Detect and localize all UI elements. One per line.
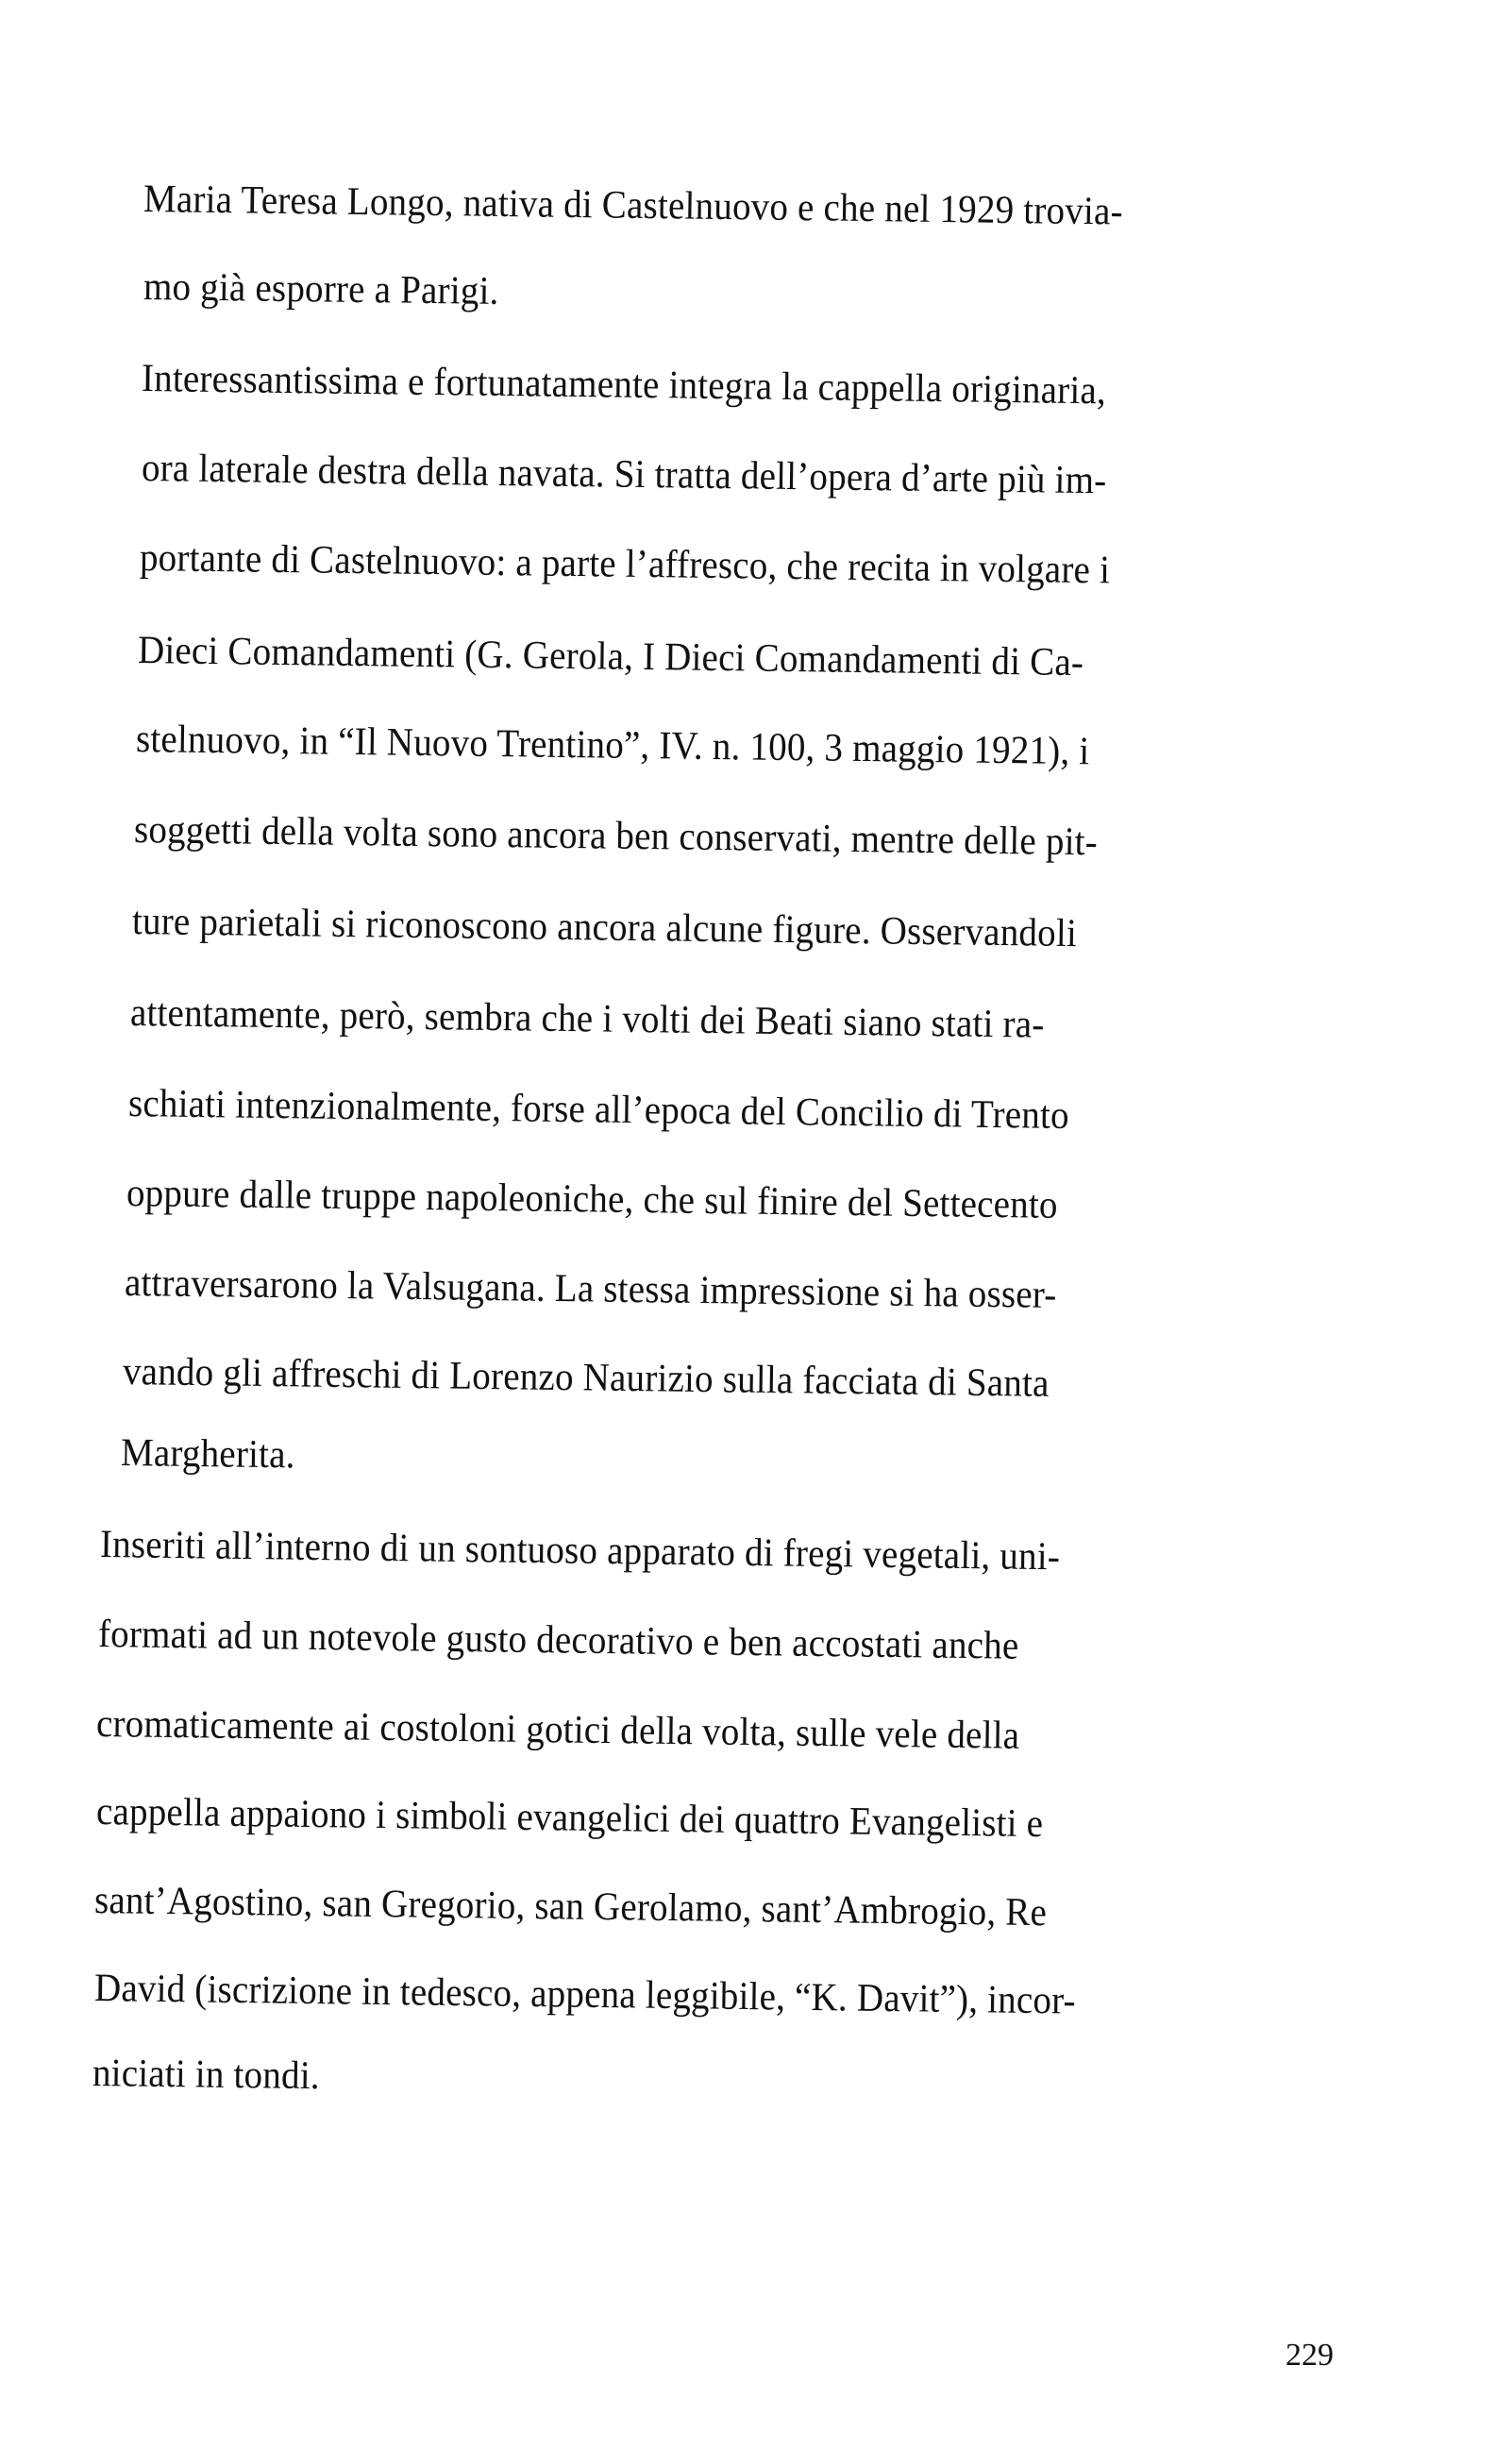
text-line: sant’Agostino, san Gregorio, san Gerolamo, sant’Ambrogio, Re (93, 1879, 1048, 1935)
text-line: Margherita. (120, 1431, 295, 1478)
text-line: formati ad un notevole gusto decorativo e ben accostati anche (97, 1613, 1019, 1668)
text-line: Maria Teresa Longo, nativa di Castelnuovo e che nel 1929 trovia- (143, 177, 1124, 234)
text-line: attraversarono la Valsugana. La stessa impressione si ha osser- (124, 1261, 1057, 1317)
text-line: niciati in tondi. (92, 2052, 321, 2099)
text-line: oppure dalle truppe napoleoniche, che sul finire del Settecento (126, 1172, 1058, 1227)
text-line: ora laterale destra della navata. Si tratta dell’opera d’arte più im- (141, 447, 1107, 503)
text-line: attentamente, però, sembra che i volti dei Beati siano stati ra- (129, 991, 1045, 1047)
text-line: cappella appaiono i simboli evangelici dei quattro Evangelisti e (95, 1790, 1044, 1847)
page-number: 229 (1285, 2338, 1334, 2373)
text-line: David (iscrizione in tedesco, appena leggibile, “K. Davit”), incor- (93, 1967, 1077, 2023)
text-line: Interessantissima e fortunatamente integra la cappella originaria, (141, 357, 1107, 414)
text-line: schiati intenzionalmente, forse all’epoca del Concilio di Trento (127, 1082, 1070, 1139)
text-line: cromaticamente ai costoloni gotici della volta, sulle vele della (95, 1702, 1020, 1758)
text-line: mo già esporre a Parigi. (143, 265, 499, 313)
text-line: stelnuovo, in “Il Nuovo Trentino”, IV. n. 100, 3 maggio 1921), i (135, 718, 1090, 774)
text-line: ture parietali si riconoscono ancora alcune figure. Osservandoli (131, 900, 1078, 956)
text-line: soggetti della volta sono ancora ben conservati, mentre delle pit- (133, 808, 1099, 865)
text-line: Dieci Comandamenti (G. Gerola, I Dieci Comandamenti di Ca- (137, 629, 1084, 685)
text-line: vando gli affreschi di Lorenzo Naurizio sulla facciata di Santa (122, 1350, 1050, 1406)
text-line: Inseriti all’interno di un sontuoso apparato di fregi vegetali, uni- (99, 1523, 1061, 1580)
text-line: portante di Castelnuovo: a parte l’affresco, che recita in volgare i (139, 536, 1111, 593)
